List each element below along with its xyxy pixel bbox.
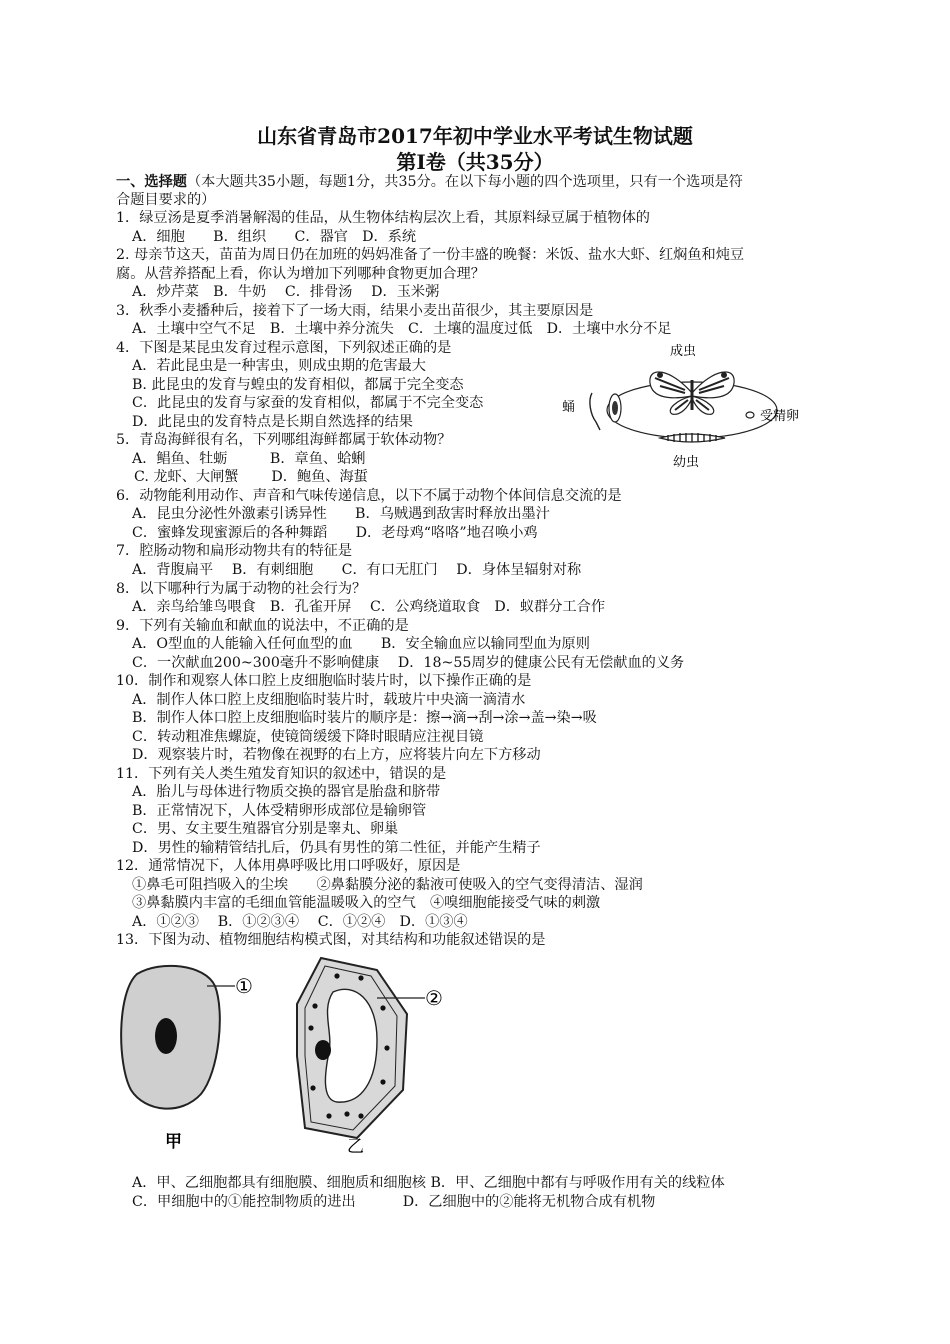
question-11-option-a: A．胎儿与母体进行物质交换的器官是胎盘和脐带 (132, 784, 441, 800)
question-10: 10．制作和观察人体口腔上皮细胞临时装片时，以下操作正确的是 (116, 673, 532, 689)
butterfly-icon (650, 372, 734, 414)
label-2: ② (425, 986, 443, 1010)
question-12-statements-2: ③鼻黏膜内丰富的毛细血管能温暖吸入的空气 ④嗅细胞能接受气味的刺激 (132, 895, 601, 911)
larva-label: 幼虫 (673, 455, 700, 470)
label-yi: 乙 (347, 1137, 364, 1157)
question-2: 2. 母亲节这天，苗苗为周日仍在加班的妈妈准备了一份丰盛的晚餐：米饭、盐水大虾、红焖鱼和炖豆 (116, 247, 745, 263)
question-3: 3．秋季小麦播种后，接着下了一场大雨，结果小麦出苗很少，其主要原因是 (116, 303, 594, 319)
question-13: 13．下图为动、植物细胞结构模式图，对其结构和功能叙述错误的是 (116, 932, 546, 948)
volume-title: 第Ⅰ卷（共35分） (396, 150, 554, 174)
question-12-statements-1: ①鼻毛可阻挡吸入的尘埃 ②鼻黏膜分泌的黏液可使吸入的空气变得清洁、湿润 (132, 877, 643, 893)
egg-label: 受精卵 (760, 409, 800, 424)
animal-cell (121, 966, 235, 1109)
question-3-options: A．土壤中空气不足 B．土壤中养分流失 C．土壤的温度过低 D．土壤中水分不足 (132, 321, 672, 337)
question-11: 11．下列有关人类生殖发育知识的叙述中，错误的是 (116, 766, 447, 782)
question-4-option-a: A．若此昆虫是一种害虫，则成虫期的危害最大 (132, 358, 426, 374)
question-5: 5．青岛海鲜很有名，下列哪组海鲜都属于软体动物？ (116, 432, 452, 448)
exam-title: 山东省青岛市2017年初中学业水平考试生物试题 (257, 124, 693, 148)
question-5-options-ab: A．鲳鱼、牡蛎 B．章鱼、蛤蜊 (132, 451, 366, 467)
question-4-option-c: C．此昆虫的发育与家蚕的发育相似，都属于不完全变态 (132, 395, 484, 411)
question-7: 7．腔肠动物和扁形动物共有的特征是 (116, 543, 353, 559)
question-13-options-ab: A．甲、乙细胞都具有细胞膜、细胞质和细胞核 B．甲、乙细胞中都有与呼吸作用有关的线粒体 (132, 1175, 725, 1191)
question-9-options-ab: A．O型血的人能输入任何血型的血 B．安全输血应以输同型血为原则 (132, 636, 590, 652)
question-11-option-c: C．男、女主要生殖器官分别是睾丸、卵巢 (132, 821, 399, 837)
question-5-options-cd: C. 龙虾、大闸蟹 D．鲍鱼、海蜇 (134, 469, 368, 485)
question-12-options: A．①②③ B．①②③④ C．①②④ D．①③④ (132, 914, 468, 930)
label-1: ① (235, 974, 253, 998)
question-4-option-b: B. 此昆虫的发育与蝗虫的发育相似，都属于完全变态 (132, 377, 464, 393)
egg-icon (746, 412, 754, 418)
larva-icon (660, 433, 725, 442)
question-8: 8．以下哪种行为属于动物的社会行为？ (116, 581, 367, 597)
question-10-option-c: C．转动粗准焦螺旋，使镜筒缓缓下降时眼睛应注视目镜 (132, 729, 484, 745)
question-10-option-a: A．制作人体口腔上皮细胞临时装片时，载玻片中央滴一滴清水 (132, 692, 526, 708)
label-jia: 甲 (165, 1132, 182, 1152)
pupa-icon (590, 393, 621, 430)
adult-label: 成虫 (670, 344, 697, 359)
question-12: 12．通常情况下，人体用鼻呼吸比用口呼吸好，原因是 (116, 858, 461, 874)
question-6-options-cd: C．蜜蜂发现蜜源后的各种舞蹈 D．老母鸡“咯咯”地召唤小鸡 (132, 525, 538, 541)
nucleus-icon (155, 1018, 177, 1054)
question-1: 1．绿豆汤是夏季消暑解渴的佳品，从生物体结构层次上看，其原料绿豆属于植物体的 (116, 210, 650, 226)
question-2-options: A．炒芹菜 B．牛奶 C．排骨汤 D．玉米粥 (132, 284, 440, 300)
plant-nucleus-icon (315, 1040, 331, 1060)
question-9: 9．下列有关输血和献血的说法中，不正确的是 (116, 618, 409, 634)
question-9-options-cd: C．一次献血200~300毫升不影响健康 D．18~55周岁的健康公民有无偿献血的义务 (132, 655, 685, 671)
question-11-option-d: D．男性的输精管结扎后，仍具有男性的第二性征，并能产生精子 (132, 840, 541, 856)
section-note: （本大题共35小题，每题1分，共35分。在以下每小题的四个选项里，只有一个选项是符 (186, 174, 743, 190)
section-note-cont: 合题目要求的） (116, 192, 216, 208)
question-4: 4．下图是某昆虫发育过程示意图，下列叙述正确的是 (116, 340, 452, 356)
question-6: 6．动物能利用动作、声音和气味传递信息，以下不属于动物个体间信息交流的是 (116, 488, 622, 504)
question-2-cont: 腐。从营养搭配上看，你认为增加下列哪种食物更加合理？ (116, 266, 485, 282)
question-1-options: A．细胞 B．组织 C．器官 D．系统 (132, 229, 417, 245)
question-4-option-d: D．此昆虫的发育特点是长期自然选择的结果 (132, 414, 413, 430)
plant-cell (297, 958, 425, 1138)
section-header (116, 173, 743, 192)
question-11-option-b: B．正常情况下，人体受精卵形成部位是输卵管 (132, 803, 427, 819)
pupa-label: 蛹 (562, 400, 576, 415)
insect-life-cycle-diagram (560, 338, 820, 473)
section-head: 一、选择题 (116, 174, 187, 190)
question-10-option-b: B．制作人体口腔上皮细胞临时装片的顺序是：擦→滴→刮→涂→盖→染→吸 (132, 710, 597, 726)
question-6-options-ab: A．昆虫分泌性外激素引诱异性 B．乌贼遇到敌害时释放出墨汁 (132, 506, 550, 522)
question-7-options: A．背腹扁平 B．有刺细胞 C．有口无肛门 D．身体呈辐射对称 (132, 562, 582, 578)
question-8-options: A．亲鸟给雏鸟喂食 B．孔雀开屏 C．公鸡绕道取食 D．蚁群分工合作 (132, 599, 606, 615)
question-10-option-d: D．观察装片时，若物像在视野的右上方，应将装片向左下方移动 (132, 747, 541, 763)
cell-diagram (115, 952, 475, 1164)
question-13-options-cd: C．甲细胞中的①能控制物质的进出 D．乙细胞中的②能将无机物合成有机物 (132, 1194, 656, 1210)
